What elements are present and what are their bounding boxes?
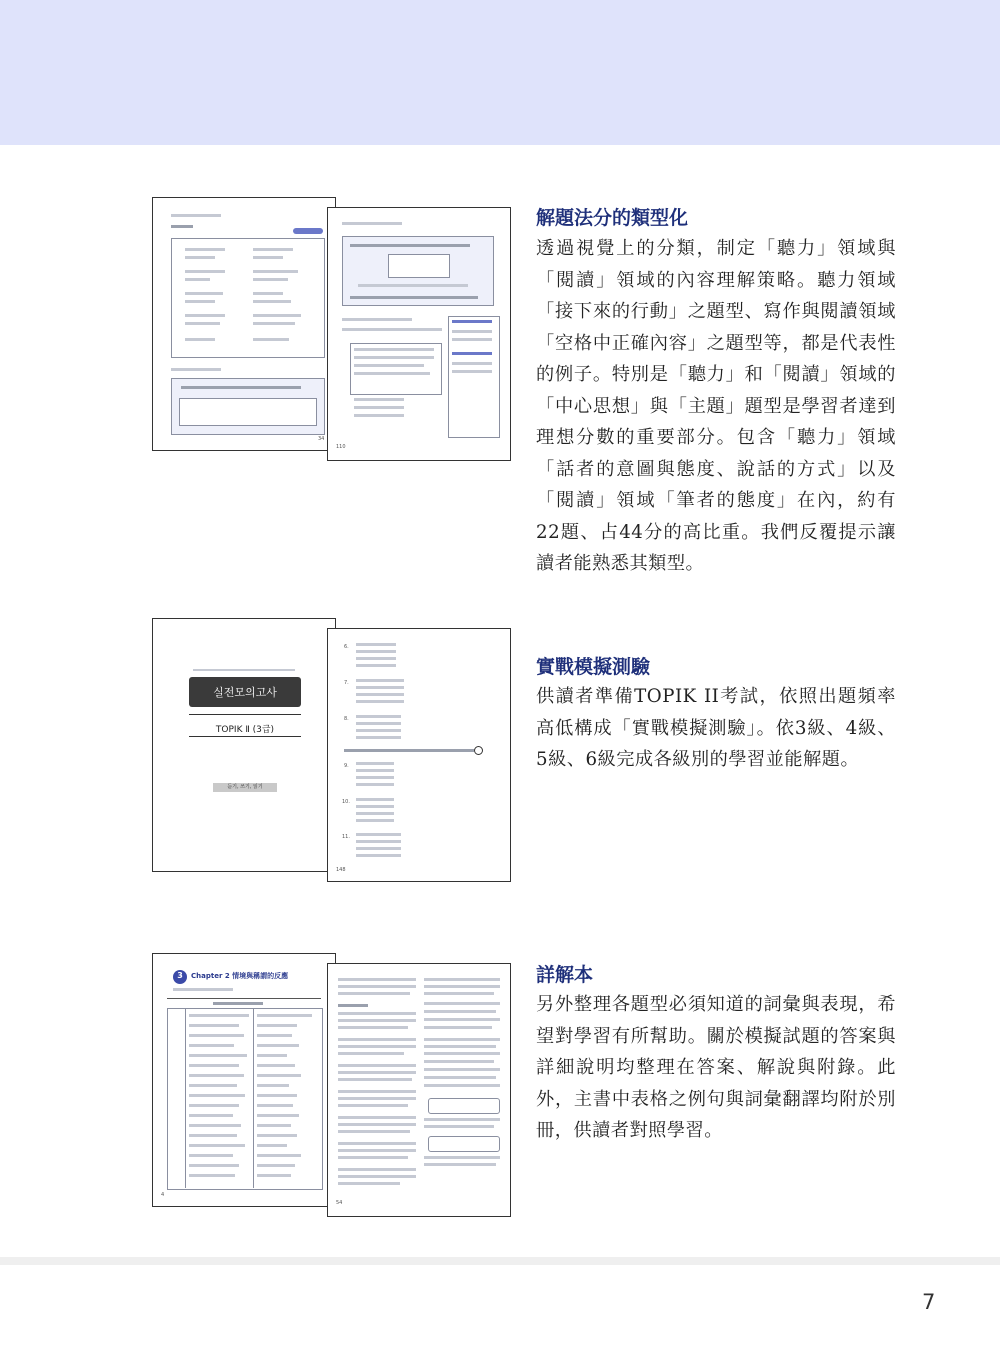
section-title-classification: 解題法分的類型化 <box>536 207 689 229</box>
question-number: 10. <box>342 799 350 805</box>
sample-page-right-3 <box>327 963 511 1217</box>
section-body-classification: 透過視覺上的分類，制定「聽力」領域與「閱讀」領域的內容理解策略。聽力領域「接下來的行動」之題型、寫作與閱讀領域「空格中正確內容」之題型等，都是代表性的例子。特別是「聽力」和「閱讀」領域的「中心思想」與「主題」題型是學習者達到理想分數的重要部分。包含「聽力」領域「話者的意圖與態度、說話的方式」以及「閱讀」領域「筆者的態度」在內，約有22題、占44分的高比重。我們反覆提示讓讀者能熟悉其類型。 <box>536 238 896 574</box>
page-number-footer: 7 <box>922 1290 936 1314</box>
sample-page-left-1 <box>152 197 336 451</box>
cover-subtitle: TOPIK Ⅱ (3급) <box>215 725 275 735</box>
sample-page-right-2 <box>327 628 511 882</box>
question-number: 9. <box>344 763 349 769</box>
page-number: 34 <box>318 436 325 442</box>
section-title-answer-book: 詳解本 <box>536 964 594 986</box>
section-body-mock-test: 供讀者準備TOPIK II考試，依照出題頻率高低構成「實戰模擬測驗」。依3級、4級、5級、6級完成各級別的學習並能解題。 <box>536 686 896 770</box>
section-title-mock-test: 實戰模擬測驗 <box>536 656 651 678</box>
question-number: 11. <box>342 834 350 840</box>
sample-page-right-1 <box>327 207 511 461</box>
page-number: 4 <box>161 1192 165 1198</box>
cover-tag: 듣기, 쓰기, 읽기 <box>213 783 277 792</box>
sample-cover-page <box>152 618 336 872</box>
header-band <box>0 0 1000 145</box>
question-number: 6. <box>344 644 349 650</box>
cover-title: 실전모의고사 <box>213 686 277 699</box>
page-number: 110 <box>336 444 346 450</box>
question-number: 7. <box>344 680 349 686</box>
footer-band <box>0 1257 1000 1265</box>
question-number: 8. <box>344 716 349 722</box>
chapter-title: Chapter 2 情境與稱謂的反應 <box>191 972 289 980</box>
chapter-badge: 3 <box>177 971 183 980</box>
section-body-answer-book: 另外整理各題型必須知道的詞彙與表現，希望對學習有所幫助。關於模擬試題的答案與詳細說明均整理在答案、解說與附錄。此外，主書中表格之例句與詞彙翻譯均附於別冊，供讀者對照學習。 <box>536 994 896 1141</box>
sample-page-left-3 <box>152 953 336 1207</box>
page-number: 54 <box>336 1200 343 1206</box>
page-number: 148 <box>336 867 346 873</box>
